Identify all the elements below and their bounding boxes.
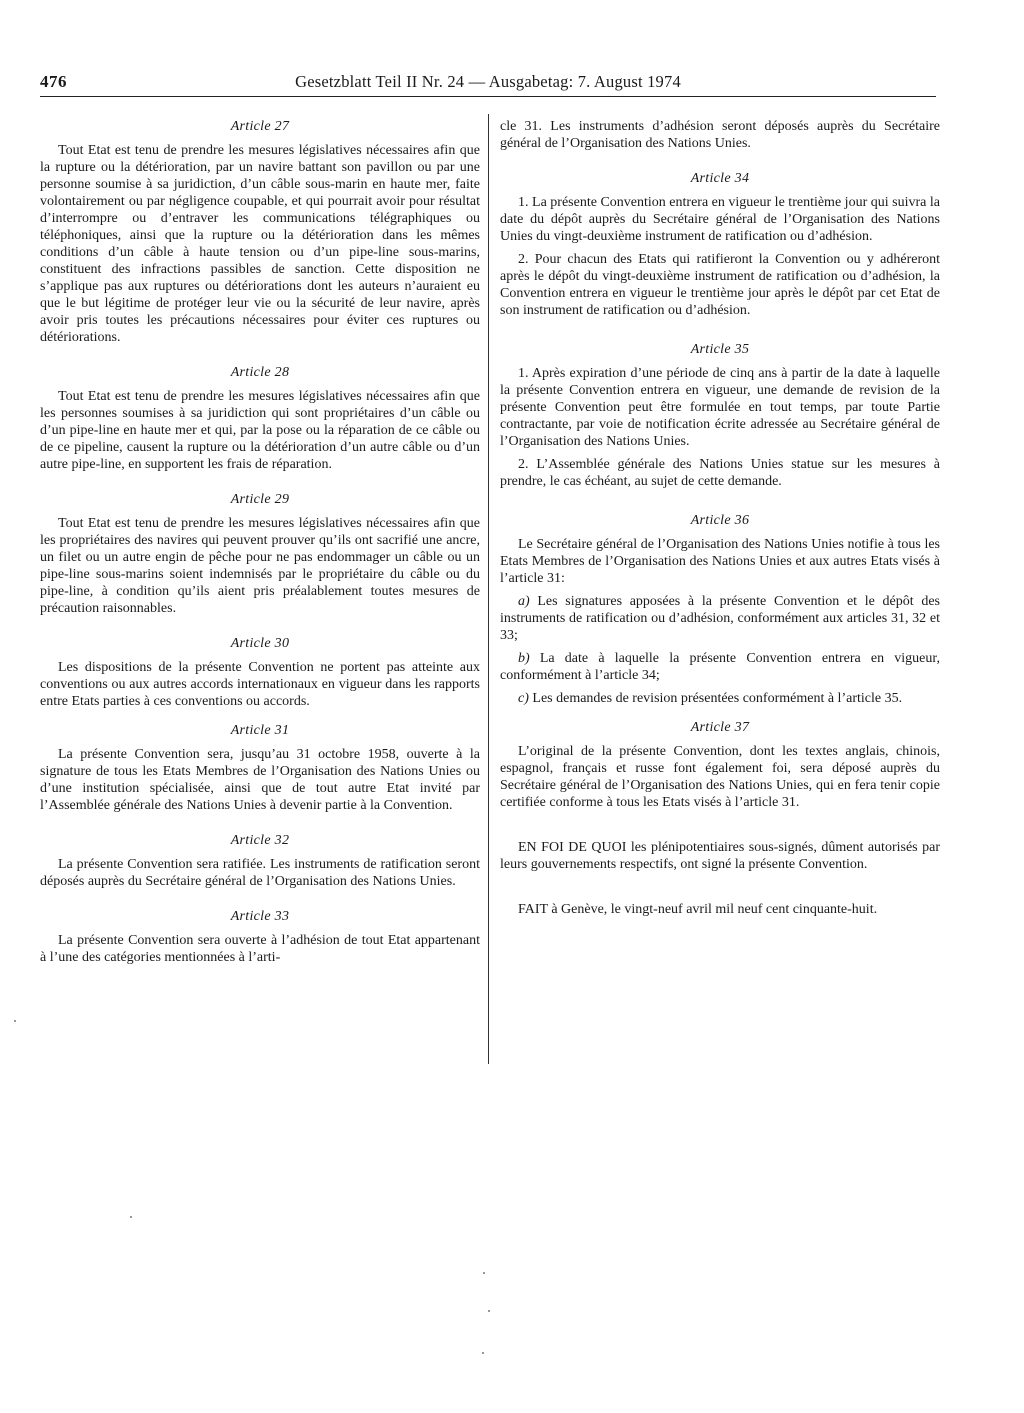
article-title: Article 32 bbox=[230, 833, 290, 848]
article-text: La présente Convention sera ratifiée. Les instruments de ratification seront déposés auprès du Secrétaire général de l’Organisation des Nations Unies. bbox=[40, 857, 480, 889]
article-29 bbox=[40, 491, 480, 617]
article-text: Tout Etat est tenu de prendre les mesures législatives nécessaires afin que la rupture ou la détérioration, par un navire battant son pavillon ou par une personne soumise à sa juridiction, d’un câble sous-marin en haute mer, faite volontairement ou par négligence coupable, et qui pourrait avoir pour résultat d’interrompre ou d’entraver les communications télégraphiques ou téléphoniques, ainsi que la rupture ou la détérioration dans les mêmes conditions d’un câble à haute tension ou d’un pipe-line sous-marins, constituent des infractions passibles de sanction. Cette disposition ne s’applique pas aux ruptures ou détériorations dont les auteurs n’auraient eu que le but légitime de protéger leur vie ou la sécurité de leur navire, après avoir pris toutes les précautions nécessaires pour éviter ces ruptures ou détériorations. bbox=[40, 143, 480, 345]
witness-clause: EN FOI DE QUOI les plénipotentiaires sous-signés, dûment autorisés par leurs gouvernements respectifs, ont signé la présente Convention. bbox=[500, 840, 940, 872]
done-at-clause: FAIT à Genève, le vingt-neuf avril mil neuf cent cinquante-huit. bbox=[518, 902, 878, 917]
article-title: Article 35 bbox=[690, 342, 750, 357]
article-text: La présente Convention sera ouverte à l’adhésion de tout Etat appartenant à l’une des catégories mentionnées à l’arti- bbox=[40, 933, 480, 965]
article-35 bbox=[500, 341, 940, 490]
page-number: 476 bbox=[40, 72, 67, 91]
article-33-continuation: cle 31. Les instruments d’adhésion seront déposés auprès du Secrétaire général de l’Organisation des Nations Unies. bbox=[500, 119, 940, 151]
list-item-text: La date à laquelle la présente Convention entrera en vigueur, conformément à l’article 34; bbox=[500, 651, 940, 683]
article-text: Tout Etat est tenu de prendre les mesures législatives nécessaires afin que les propriétaires des navires qui peuvent prouver qu’ils ont sacrifié une ancre, un filet ou un autre engin de pêche pour ne pas endommager un câble ou un pipe-line sous-marins soient indemnisés par le propriétaire du câble ou du pipe-line, à condition qu’ils aient pris préalablement toutes mesures de précaution raisonnables. bbox=[40, 516, 480, 616]
scan-speck bbox=[482, 1352, 484, 1354]
article-title: Article 27 bbox=[230, 119, 290, 134]
article-paragraph: 1. Après expiration d’une période de cinq ans à partir de la date à laquelle la présente Convention entrera en vigueur, une demande de revision de la présente Convention peut être formulée en tout temps, par toute Partie contractante, par voie de notification écrite adressée au Secrétaire général de l’Organisation des Nations Unies. bbox=[500, 366, 940, 449]
article-37 bbox=[500, 719, 940, 811]
article-title: Article 36 bbox=[690, 513, 750, 528]
list-item-label: c) bbox=[518, 691, 529, 706]
article-paragraph: Le Secrétaire général de l’Organisation des Nations Unies notifie à tous les Etats Membres de l’Organisation des Nations Unies et aux autres Etats visés à l’article 31: bbox=[500, 537, 940, 586]
scan-speck bbox=[488, 1310, 490, 1312]
page-header bbox=[40, 72, 936, 97]
article-title: Article 30 bbox=[230, 636, 290, 651]
article-paragraph: 1. La présente Convention entrera en vigueur le trentième jour qui suivra la date du dépôt auprès du Secrétaire général de l’Organisation des Nations Unies du vingt-deuxième instrument de ratification ou d’adhésion. bbox=[500, 195, 940, 244]
list-item-label: b) bbox=[518, 651, 530, 666]
list-item-c bbox=[500, 690, 940, 707]
article-title: Article 28 bbox=[230, 365, 290, 380]
right-column bbox=[500, 118, 940, 924]
article-33 bbox=[40, 908, 480, 966]
list-item-b bbox=[500, 650, 940, 684]
article-34 bbox=[500, 170, 940, 319]
article-title: Article 37 bbox=[690, 720, 750, 735]
article-paragraph: 2. Pour chacun des Etats qui ratifieront la Convention ou y adhéreront après le dépôt du vingt-deuxième instrument de ratification ou d’adhésion, la Convention entrera en vigueur le trentième jour après le dépôt par cet Etat de son instrument de ratification ou d’adhésion. bbox=[500, 252, 940, 318]
scan-speck bbox=[130, 1216, 132, 1218]
article-27 bbox=[40, 118, 480, 346]
list-item-label: a) bbox=[518, 594, 530, 609]
list-item-a bbox=[500, 593, 940, 644]
running-title: Gesetzblatt Teil II Nr. 24 — Ausgabetag: 7. August 1974 bbox=[295, 72, 681, 91]
article-28 bbox=[40, 364, 480, 473]
article-title: Article 34 bbox=[690, 171, 750, 186]
article-text: Les dispositions de la présente Convention ne portent pas atteinte aux conventions ou aux autres accords internationaux en vigueur dans les rapports entre Etats parties à ces conventions ou accords. bbox=[40, 660, 480, 709]
list-item-text: Les demandes de revision présentées conformément à l’article 35. bbox=[532, 691, 903, 706]
left-column bbox=[40, 118, 480, 972]
article-title: Article 31 bbox=[230, 723, 290, 738]
article-32 bbox=[40, 832, 480, 890]
list-item-text: Les signatures apposées à la présente Convention et le dépôt des instruments de ratification ou d’adhésion, conformément aux articles 31, 32 et 33; bbox=[500, 594, 941, 643]
scan-speck bbox=[483, 1272, 485, 1274]
article-title: Article 29 bbox=[230, 492, 290, 507]
article-30 bbox=[40, 635, 480, 710]
article-paragraph: 2. L’Assemblée générale des Nations Unies statue sur les mesures à prendre, le cas échéant, au sujet de cette demande. bbox=[500, 457, 940, 489]
article-text: Tout Etat est tenu de prendre les mesures législatives nécessaires afin que les personnes soumises à sa juridiction qui sont propriétaires d’un câble ou d’un pipe-line en haute mer et qui, par la pose ou la réparation de ce câble ou de ce pipeline, causent la rupture ou la détérioration d’un autre câble ou d’un autre pipe-line, en supportent les frais de réparation. bbox=[40, 389, 480, 472]
article-31 bbox=[40, 722, 480, 814]
article-text: L’original de la présente Convention, dont les textes anglais, chinois, espagnol, français et russe font également foi, sera déposé auprès du Secrétaire général de l’Organisation des Nations Unies, qui en fera tenir copie certifiée conforme à tous les Etats visés à l’article 31. bbox=[500, 744, 940, 810]
column-divider bbox=[488, 114, 489, 1064]
article-title: Article 33 bbox=[230, 909, 290, 924]
article-36 bbox=[500, 512, 940, 707]
scan-speck bbox=[14, 1020, 16, 1022]
article-text: La présente Convention sera, jusqu’au 31 octobre 1958, ouverte à la signature de tous les Etats Membres de l’Organisation des Nations Unies ou d’une institution spécialisée, ainsi que de tout autre Etat invité par l’Assemblée générale des Nations Unies à devenir partie à la Convention. bbox=[40, 747, 480, 813]
